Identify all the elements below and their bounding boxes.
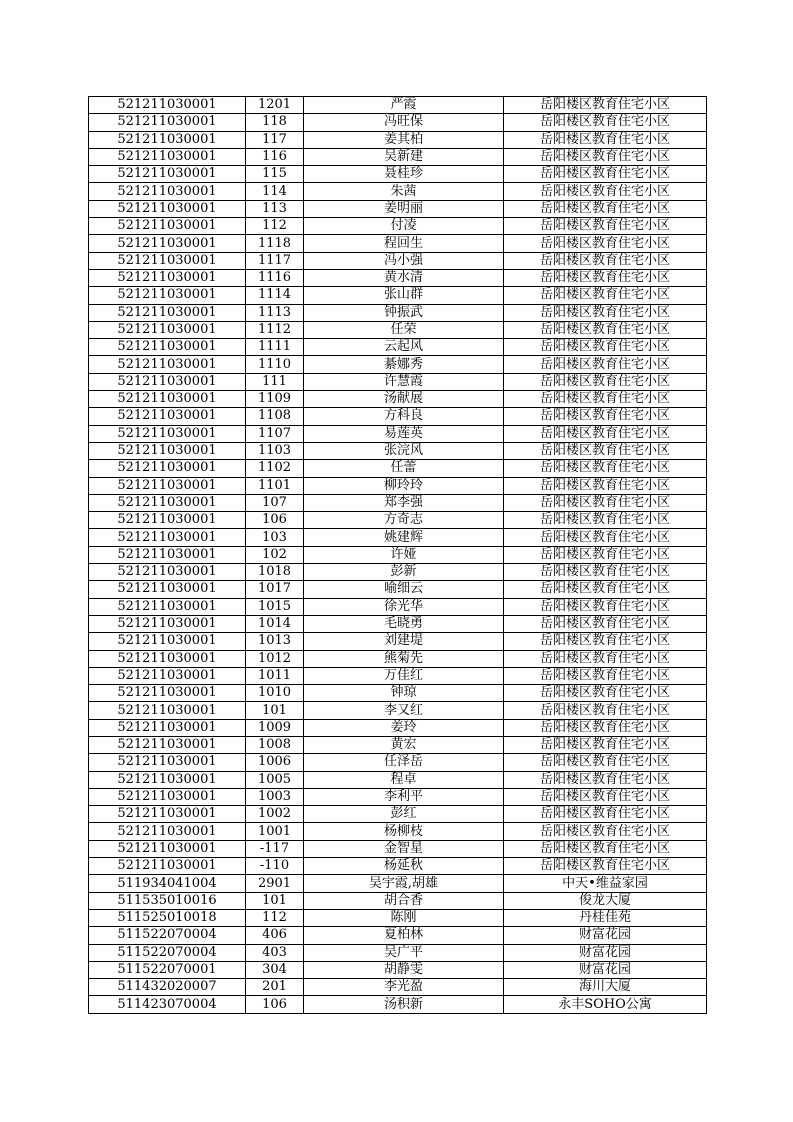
table-row bbox=[89, 442, 707, 459]
unit-cell: 1117 bbox=[246, 252, 304, 269]
unit-cell: 1001 bbox=[246, 823, 304, 840]
table-row bbox=[89, 460, 707, 477]
name-cell: 张浣风 bbox=[304, 442, 504, 459]
table-row bbox=[89, 339, 707, 356]
unit-cell: 107 bbox=[246, 494, 304, 511]
table-row bbox=[89, 788, 707, 805]
table-row bbox=[89, 892, 707, 909]
community-cell: 岳阳楼区教育住宅小区 bbox=[504, 321, 707, 338]
code-cell: 521211030001 bbox=[89, 97, 246, 114]
table-row bbox=[89, 269, 707, 286]
table-row bbox=[89, 858, 707, 875]
code-cell: 511934041004 bbox=[89, 875, 246, 892]
name-cell: 钟琼 bbox=[304, 685, 504, 702]
code-cell: 521211030001 bbox=[89, 373, 246, 390]
table-row bbox=[89, 909, 707, 926]
name-cell: 喻细云 bbox=[304, 581, 504, 598]
name-cell: 陈刚 bbox=[304, 909, 504, 926]
community-cell: 岳阳楼区教育住宅小区 bbox=[504, 97, 707, 114]
unit-cell: 1109 bbox=[246, 391, 304, 408]
unit-cell: 113 bbox=[246, 200, 304, 217]
table-row bbox=[89, 633, 707, 650]
table-row bbox=[89, 685, 707, 702]
table-row bbox=[89, 771, 707, 788]
code-cell: 511522070004 bbox=[89, 927, 246, 944]
table-row bbox=[89, 494, 707, 511]
code-cell: 521211030001 bbox=[89, 494, 246, 511]
name-cell: 方奇志 bbox=[304, 512, 504, 529]
code-cell: 521211030001 bbox=[89, 460, 246, 477]
table-row bbox=[89, 979, 707, 996]
community-cell: 岳阳楼区教育住宅小区 bbox=[504, 200, 707, 217]
table-row bbox=[89, 425, 707, 442]
code-cell: 521211030001 bbox=[89, 131, 246, 148]
code-cell: 521211030001 bbox=[89, 650, 246, 667]
community-cell: 岳阳楼区教育住宅小区 bbox=[504, 806, 707, 823]
code-cell: 521211030001 bbox=[89, 477, 246, 494]
code-cell: 521211030001 bbox=[89, 840, 246, 857]
unit-cell: 115 bbox=[246, 166, 304, 183]
unit-cell: 1015 bbox=[246, 598, 304, 615]
name-cell: 程卓 bbox=[304, 771, 504, 788]
community-cell: 岳阳楼区教育住宅小区 bbox=[504, 391, 707, 408]
code-cell: 521211030001 bbox=[89, 806, 246, 823]
unit-cell: 1005 bbox=[246, 771, 304, 788]
table-row bbox=[89, 391, 707, 408]
unit-cell: 304 bbox=[246, 961, 304, 978]
unit-cell: 1009 bbox=[246, 719, 304, 736]
code-cell: 521211030001 bbox=[89, 685, 246, 702]
unit-cell: 1110 bbox=[246, 356, 304, 373]
name-cell: 任蕾 bbox=[304, 460, 504, 477]
table-row bbox=[89, 581, 707, 598]
unit-cell: 1003 bbox=[246, 788, 304, 805]
code-cell: 521211030001 bbox=[89, 564, 246, 581]
code-cell: 521211030001 bbox=[89, 408, 246, 425]
community-cell: 岳阳楼区教育住宅小区 bbox=[504, 719, 707, 736]
table-row bbox=[89, 944, 707, 961]
name-cell: 付凌 bbox=[304, 218, 504, 235]
name-cell: 严霞 bbox=[304, 97, 504, 114]
table-row bbox=[89, 529, 707, 546]
community-cell: 岳阳楼区教育住宅小区 bbox=[504, 408, 707, 425]
name-cell: 毛晓勇 bbox=[304, 615, 504, 632]
name-cell: 冯旺保 bbox=[304, 114, 504, 131]
table-row bbox=[89, 719, 707, 736]
name-cell: 钟振武 bbox=[304, 304, 504, 321]
table-row bbox=[89, 200, 707, 217]
name-cell: 朱茜 bbox=[304, 183, 504, 200]
code-cell: 521211030001 bbox=[89, 771, 246, 788]
records-table bbox=[88, 96, 707, 1014]
name-cell: 许娅 bbox=[304, 546, 504, 563]
code-cell: 521211030001 bbox=[89, 321, 246, 338]
code-cell: 521211030001 bbox=[89, 788, 246, 805]
community-cell: 岳阳楼区教育住宅小区 bbox=[504, 373, 707, 390]
community-cell: 岳阳楼区教育住宅小区 bbox=[504, 702, 707, 719]
community-cell: 财富花园 bbox=[504, 961, 707, 978]
table-row bbox=[89, 97, 707, 114]
code-cell: 521211030001 bbox=[89, 442, 246, 459]
name-cell: 夏柏林 bbox=[304, 927, 504, 944]
name-cell: 刘建堤 bbox=[304, 633, 504, 650]
unit-cell: 103 bbox=[246, 529, 304, 546]
table-row bbox=[89, 927, 707, 944]
name-cell: 姜其柏 bbox=[304, 131, 504, 148]
community-cell: 岳阳楼区教育住宅小区 bbox=[504, 425, 707, 442]
community-cell: 岳阳楼区教育住宅小区 bbox=[504, 615, 707, 632]
name-cell: 任泽岳 bbox=[304, 754, 504, 771]
code-cell: 521211030001 bbox=[89, 200, 246, 217]
unit-cell: 1201 bbox=[246, 97, 304, 114]
code-cell: 521211030001 bbox=[89, 736, 246, 753]
table-row bbox=[89, 667, 707, 684]
community-cell: 岳阳楼区教育住宅小区 bbox=[504, 287, 707, 304]
unit-cell: -117 bbox=[246, 840, 304, 857]
code-cell: 521211030001 bbox=[89, 633, 246, 650]
community-cell: 中天•维益家园 bbox=[504, 875, 707, 892]
community-cell: 岳阳楼区教育住宅小区 bbox=[504, 339, 707, 356]
community-cell: 岳阳楼区教育住宅小区 bbox=[504, 269, 707, 286]
unit-cell: 1107 bbox=[246, 425, 304, 442]
unit-cell: 1018 bbox=[246, 564, 304, 581]
unit-cell: 1103 bbox=[246, 442, 304, 459]
table-row bbox=[89, 356, 707, 373]
name-cell: 綦娜秀 bbox=[304, 356, 504, 373]
unit-cell: 1112 bbox=[246, 321, 304, 338]
code-cell: 521211030001 bbox=[89, 512, 246, 529]
name-cell: 云起风 bbox=[304, 339, 504, 356]
unit-cell: 1008 bbox=[246, 736, 304, 753]
community-cell: 岳阳楼区教育住宅小区 bbox=[504, 252, 707, 269]
code-cell: 511423070004 bbox=[89, 996, 246, 1013]
name-cell: 万佳红 bbox=[304, 667, 504, 684]
community-cell: 丹桂佳苑 bbox=[504, 909, 707, 926]
unit-cell: 1010 bbox=[246, 685, 304, 702]
community-cell: 岳阳楼区教育住宅小区 bbox=[504, 218, 707, 235]
name-cell: 李光盈 bbox=[304, 979, 504, 996]
community-cell: 永丰SOHO公寓 bbox=[504, 996, 707, 1013]
unit-cell: 117 bbox=[246, 131, 304, 148]
name-cell: 任荣 bbox=[304, 321, 504, 338]
name-cell: 吴广平 bbox=[304, 944, 504, 961]
table-row bbox=[89, 650, 707, 667]
table-row bbox=[89, 235, 707, 252]
code-cell: 521211030001 bbox=[89, 218, 246, 235]
unit-cell: 1108 bbox=[246, 408, 304, 425]
unit-cell: 1102 bbox=[246, 460, 304, 477]
name-cell: 李利平 bbox=[304, 788, 504, 805]
table-row bbox=[89, 252, 707, 269]
community-cell: 岳阳楼区教育住宅小区 bbox=[504, 771, 707, 788]
code-cell: 511522070004 bbox=[89, 944, 246, 961]
name-cell: 汤积新 bbox=[304, 996, 504, 1013]
community-cell: 岳阳楼区教育住宅小区 bbox=[504, 460, 707, 477]
code-cell: 511525010018 bbox=[89, 909, 246, 926]
name-cell: 姜玲 bbox=[304, 719, 504, 736]
community-cell: 岳阳楼区教育住宅小区 bbox=[504, 858, 707, 875]
code-cell: 521211030001 bbox=[89, 114, 246, 131]
name-cell: 黄水清 bbox=[304, 269, 504, 286]
unit-cell: 111 bbox=[246, 373, 304, 390]
unit-cell: 112 bbox=[246, 909, 304, 926]
unit-cell: 406 bbox=[246, 927, 304, 944]
table-row bbox=[89, 961, 707, 978]
name-cell: 吴新建 bbox=[304, 148, 504, 165]
community-cell: 岳阳楼区教育住宅小区 bbox=[504, 564, 707, 581]
name-cell: 汤献展 bbox=[304, 391, 504, 408]
unit-cell: 102 bbox=[246, 546, 304, 563]
code-cell: 521211030001 bbox=[89, 615, 246, 632]
unit-cell: 1101 bbox=[246, 477, 304, 494]
unit-cell: 1113 bbox=[246, 304, 304, 321]
unit-cell: 1013 bbox=[246, 633, 304, 650]
unit-cell: 1011 bbox=[246, 667, 304, 684]
code-cell: 521211030001 bbox=[89, 148, 246, 165]
table-row bbox=[89, 114, 707, 131]
table-row bbox=[89, 823, 707, 840]
code-cell: 521211030001 bbox=[89, 269, 246, 286]
unit-cell: 106 bbox=[246, 996, 304, 1013]
community-cell: 岳阳楼区教育住宅小区 bbox=[504, 633, 707, 650]
table-row bbox=[89, 512, 707, 529]
table-row bbox=[89, 166, 707, 183]
code-cell: 521211030001 bbox=[89, 166, 246, 183]
unit-cell: 112 bbox=[246, 218, 304, 235]
name-cell: 姜明丽 bbox=[304, 200, 504, 217]
community-cell: 岳阳楼区教育住宅小区 bbox=[504, 356, 707, 373]
code-cell: 521211030001 bbox=[89, 858, 246, 875]
table-row bbox=[89, 840, 707, 857]
community-cell: 岳阳楼区教育住宅小区 bbox=[504, 736, 707, 753]
table-row bbox=[89, 321, 707, 338]
code-cell: 521211030001 bbox=[89, 702, 246, 719]
name-cell: 许慧霞 bbox=[304, 373, 504, 390]
unit-cell: 101 bbox=[246, 892, 304, 909]
name-cell: 彭红 bbox=[304, 806, 504, 823]
community-cell: 岳阳楼区教育住宅小区 bbox=[504, 788, 707, 805]
unit-cell: 1012 bbox=[246, 650, 304, 667]
table-row bbox=[89, 996, 707, 1013]
unit-cell: 1118 bbox=[246, 235, 304, 252]
name-cell: 方科良 bbox=[304, 408, 504, 425]
community-cell: 海川大厦 bbox=[504, 979, 707, 996]
unit-cell: 1116 bbox=[246, 269, 304, 286]
table-row bbox=[89, 615, 707, 632]
code-cell: 521211030001 bbox=[89, 356, 246, 373]
code-cell: 521211030001 bbox=[89, 581, 246, 598]
table-row bbox=[89, 564, 707, 581]
name-cell: 聂桂珍 bbox=[304, 166, 504, 183]
unit-cell: 116 bbox=[246, 148, 304, 165]
community-cell: 岳阳楼区教育住宅小区 bbox=[504, 667, 707, 684]
community-cell: 岳阳楼区教育住宅小区 bbox=[504, 304, 707, 321]
code-cell: 521211030001 bbox=[89, 754, 246, 771]
code-cell: 521211030001 bbox=[89, 823, 246, 840]
code-cell: 521211030001 bbox=[89, 391, 246, 408]
community-cell: 岳阳楼区教育住宅小区 bbox=[504, 131, 707, 148]
code-cell: 511535010016 bbox=[89, 892, 246, 909]
community-cell: 财富花园 bbox=[504, 944, 707, 961]
table-row bbox=[89, 148, 707, 165]
code-cell: 521211030001 bbox=[89, 339, 246, 356]
community-cell: 岳阳楼区教育住宅小区 bbox=[504, 477, 707, 494]
table-row bbox=[89, 806, 707, 823]
name-cell: 徐光华 bbox=[304, 598, 504, 615]
code-cell: 521211030001 bbox=[89, 235, 246, 252]
code-cell: 521211030001 bbox=[89, 667, 246, 684]
name-cell: 易莲英 bbox=[304, 425, 504, 442]
unit-cell: 1006 bbox=[246, 754, 304, 771]
name-cell: 胡合香 bbox=[304, 892, 504, 909]
community-cell: 岳阳楼区教育住宅小区 bbox=[504, 235, 707, 252]
community-cell: 岳阳楼区教育住宅小区 bbox=[504, 166, 707, 183]
table-row bbox=[89, 736, 707, 753]
table-row bbox=[89, 875, 707, 892]
name-cell: 冯小强 bbox=[304, 252, 504, 269]
table-row bbox=[89, 598, 707, 615]
name-cell: 张山群 bbox=[304, 287, 504, 304]
community-cell: 岳阳楼区教育住宅小区 bbox=[504, 546, 707, 563]
unit-cell: 1002 bbox=[246, 806, 304, 823]
unit-cell: 1111 bbox=[246, 339, 304, 356]
unit-cell: 118 bbox=[246, 114, 304, 131]
unit-cell: 2901 bbox=[246, 875, 304, 892]
table-row bbox=[89, 131, 707, 148]
name-cell: 杨延秋 bbox=[304, 858, 504, 875]
code-cell: 521211030001 bbox=[89, 546, 246, 563]
name-cell: 柳玲玲 bbox=[304, 477, 504, 494]
code-cell: 521211030001 bbox=[89, 425, 246, 442]
unit-cell: 1114 bbox=[246, 287, 304, 304]
table-row bbox=[89, 546, 707, 563]
name-cell: 彭新 bbox=[304, 564, 504, 581]
name-cell: 胡静雯 bbox=[304, 961, 504, 978]
community-cell: 岳阳楼区教育住宅小区 bbox=[504, 183, 707, 200]
unit-cell: 106 bbox=[246, 512, 304, 529]
name-cell: 姚建辉 bbox=[304, 529, 504, 546]
table-row bbox=[89, 373, 707, 390]
name-cell: 金智星 bbox=[304, 840, 504, 857]
code-cell: 521211030001 bbox=[89, 287, 246, 304]
name-cell: 熊菊先 bbox=[304, 650, 504, 667]
code-cell: 511522070001 bbox=[89, 961, 246, 978]
community-cell: 岳阳楼区教育住宅小区 bbox=[504, 529, 707, 546]
code-cell: 521211030001 bbox=[89, 719, 246, 736]
table-row bbox=[89, 304, 707, 321]
unit-cell: 201 bbox=[246, 979, 304, 996]
name-cell: 程回生 bbox=[304, 235, 504, 252]
community-cell: 岳阳楼区教育住宅小区 bbox=[504, 650, 707, 667]
unit-cell: -110 bbox=[246, 858, 304, 875]
community-cell: 岳阳楼区教育住宅小区 bbox=[504, 840, 707, 857]
code-cell: 521211030001 bbox=[89, 252, 246, 269]
unit-cell: 114 bbox=[246, 183, 304, 200]
name-cell: 郑李强 bbox=[304, 494, 504, 511]
code-cell: 521211030001 bbox=[89, 304, 246, 321]
unit-cell: 1014 bbox=[246, 615, 304, 632]
code-cell: 511432020007 bbox=[89, 979, 246, 996]
community-cell: 岳阳楼区教育住宅小区 bbox=[504, 685, 707, 702]
table-row bbox=[89, 408, 707, 425]
table-row bbox=[89, 287, 707, 304]
unit-cell: 1017 bbox=[246, 581, 304, 598]
community-cell: 岳阳楼区教育住宅小区 bbox=[504, 442, 707, 459]
table-row bbox=[89, 754, 707, 771]
community-cell: 岳阳楼区教育住宅小区 bbox=[504, 512, 707, 529]
unit-cell: 101 bbox=[246, 702, 304, 719]
table-row bbox=[89, 183, 707, 200]
community-cell: 岳阳楼区教育住宅小区 bbox=[504, 148, 707, 165]
table-row bbox=[89, 218, 707, 235]
name-cell: 杨柳枝 bbox=[304, 823, 504, 840]
code-cell: 521211030001 bbox=[89, 598, 246, 615]
community-cell: 财富花园 bbox=[504, 927, 707, 944]
community-cell: 俊龙大厦 bbox=[504, 892, 707, 909]
records-table-body bbox=[89, 97, 707, 1014]
community-cell: 岳阳楼区教育住宅小区 bbox=[504, 581, 707, 598]
community-cell: 岳阳楼区教育住宅小区 bbox=[504, 494, 707, 511]
code-cell: 521211030001 bbox=[89, 183, 246, 200]
name-cell: 李又红 bbox=[304, 702, 504, 719]
name-cell: 黄宏 bbox=[304, 736, 504, 753]
community-cell: 岳阳楼区教育住宅小区 bbox=[504, 754, 707, 771]
community-cell: 岳阳楼区教育住宅小区 bbox=[504, 823, 707, 840]
unit-cell: 403 bbox=[246, 944, 304, 961]
code-cell: 521211030001 bbox=[89, 529, 246, 546]
name-cell: 吴宇霞,胡雄 bbox=[304, 875, 504, 892]
table-row bbox=[89, 477, 707, 494]
table-row bbox=[89, 702, 707, 719]
community-cell: 岳阳楼区教育住宅小区 bbox=[504, 598, 707, 615]
community-cell: 岳阳楼区教育住宅小区 bbox=[504, 114, 707, 131]
